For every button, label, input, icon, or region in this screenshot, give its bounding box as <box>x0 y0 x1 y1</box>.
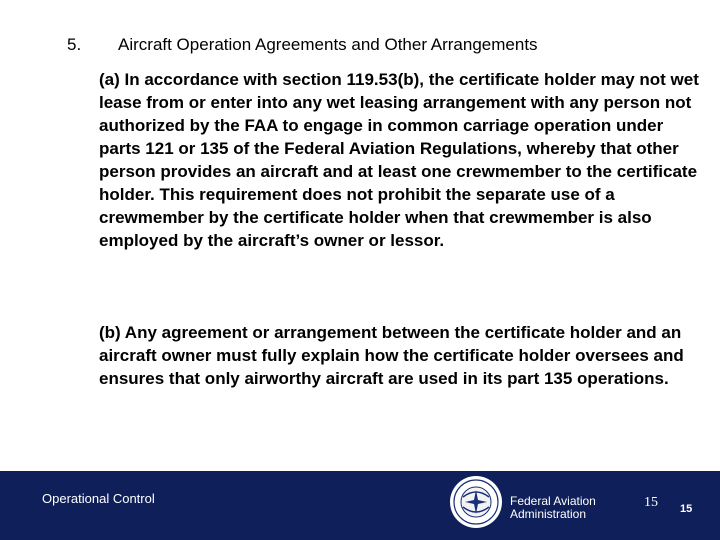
agency-name-line1: Federal Aviation <box>510 494 596 508</box>
agency-name <box>510 495 620 521</box>
footer-bar <box>0 471 720 540</box>
faa-seal-icon <box>449 475 503 529</box>
page-number-serif: 15 <box>644 495 658 510</box>
agency-name-line2: Administration <box>510 507 587 521</box>
section-heading-title: Aircraft Operation Agreements and Other Arrangements <box>118 35 538 54</box>
page-number-sans: 15 <box>680 503 693 515</box>
paragraph-b: (b) Any agreement or arrangement between the certificate holder and an aircraft owner must fully explain how the certificate holder oversees and ensures that only airworthy aircraft are used in its part 135 operations. <box>99 323 684 388</box>
footer-title: Operational Control <box>42 491 155 506</box>
section-heading-number: 5. <box>67 35 82 54</box>
paragraph-a: (a) In accordance with section 119.53(b), the certificate holder may not wet lease from or enter into any wet leasing arrangement with any person not authorized by the FAA to engage in common carriage operation under parts 121 or 135 of the Federal Aviation Regulations, whereby that other person provides an aircraft and at least one crewmember to the certificate holder. This requirement does not prohibit the separate use of a crewmember by the certificate holder when that crewmember is also employed by the aircraft’s owner or lessor. <box>99 70 699 250</box>
